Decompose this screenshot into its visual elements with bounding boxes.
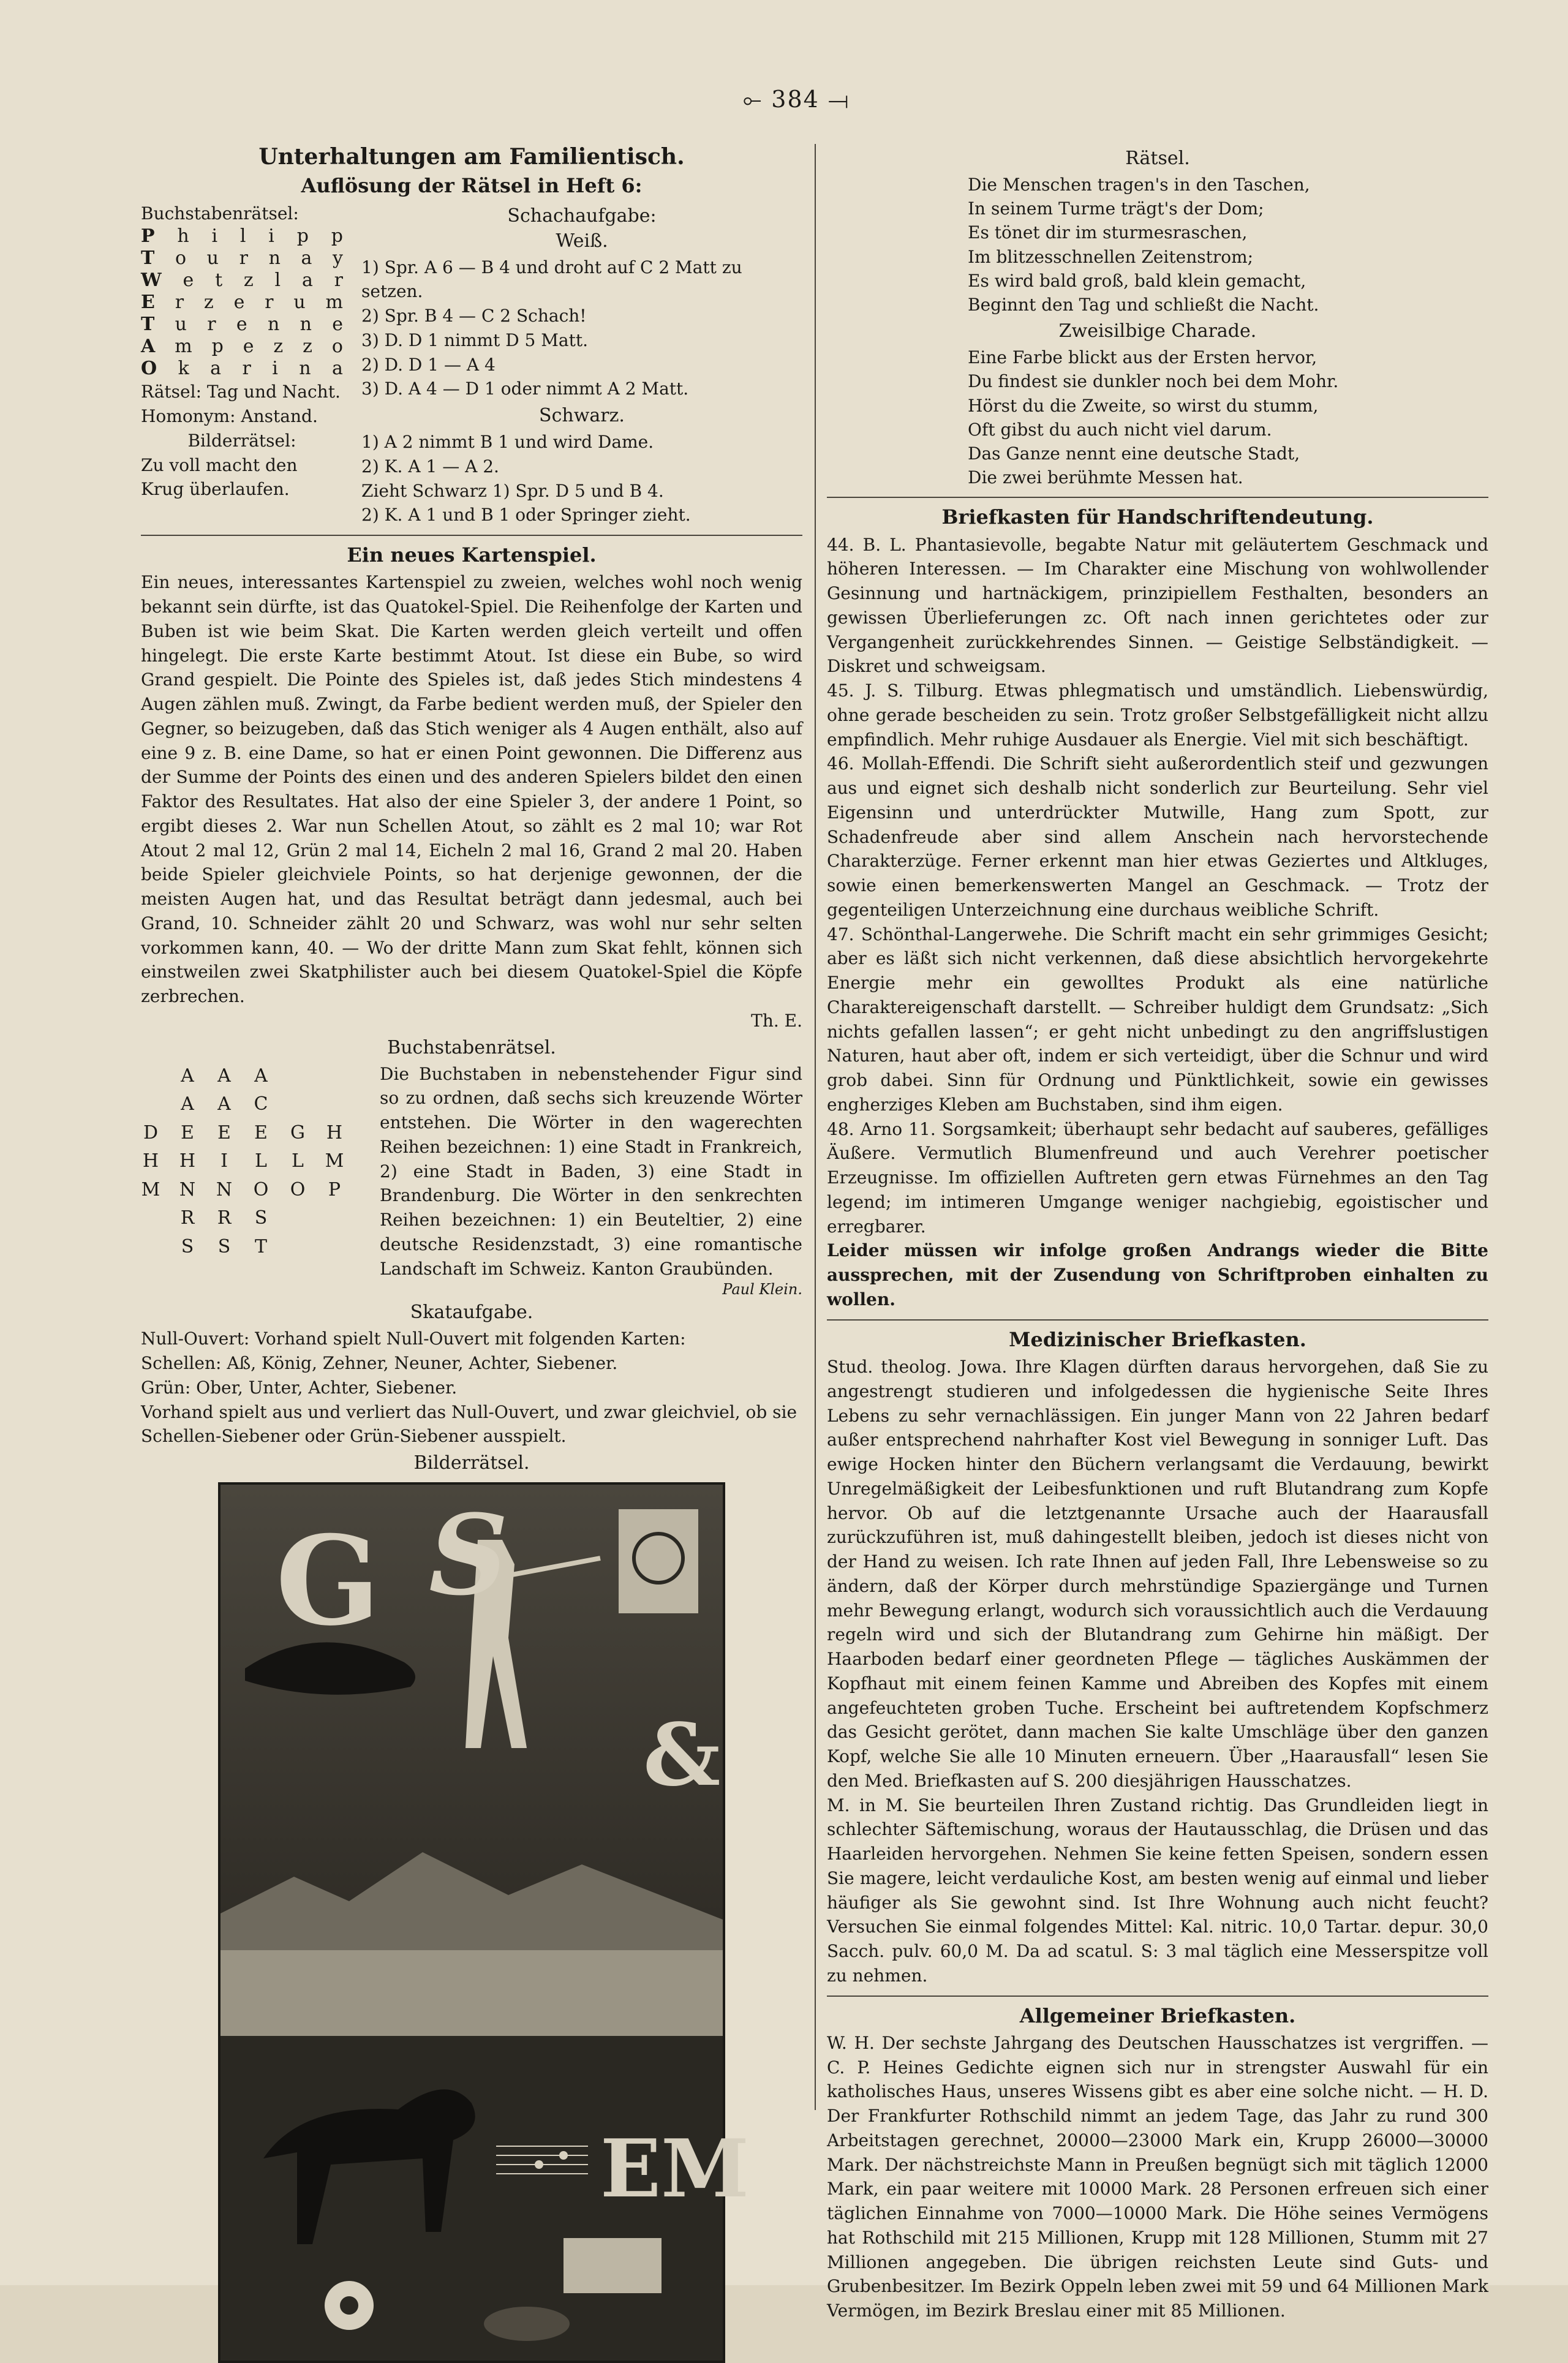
grid-letter: H bbox=[179, 1150, 196, 1172]
poem-line: Die zwei berühmte Messen hat. bbox=[968, 467, 1243, 488]
grid-letter: A bbox=[181, 1065, 194, 1087]
grid-spacer bbox=[141, 1233, 160, 1262]
chess-white-label: Weiß. bbox=[556, 230, 608, 252]
schach-label: Schachaufgabe: bbox=[507, 205, 657, 227]
raetsel-poem bbox=[827, 173, 1488, 317]
letter-cell: k bbox=[178, 358, 189, 380]
letter-cell: l bbox=[274, 269, 281, 292]
duck-icon bbox=[484, 2307, 570, 2341]
letter-cell: i bbox=[268, 225, 274, 247]
grid-spacer bbox=[141, 1090, 160, 1119]
page-number-ornament-left: ⟜ bbox=[742, 86, 772, 113]
letter-cell: p bbox=[331, 225, 343, 247]
grid-letter: I bbox=[221, 1150, 228, 1172]
grid-row bbox=[141, 1147, 374, 1176]
letter-cell: t bbox=[215, 269, 223, 292]
kartenspiel-text: Ein neues, interessantes Kartenspiel zu zweien, welches wohl noch wenig bekannt sein dürfte, ist das Quatokel-Spiel. Die Reihenfolge der Karten und Buben ist wie beim Skat. Die Karten werden gleich verteilt und offen hingelegt. Die erste Karte bestimmt Atout. Ist diese ein Bube, so wird Grand gespielt. Die Pointe des Spieles ist, daß jedes Stich mindestens 4 Augen zählen muß. Zwingt, da Farbe bedient werden muß, der Spieler den Gegner, so beizugeben, daß das Stich weniger als 4 Augen enthält, also auf eine 9 z. B. eine Dame, so hat er einen Point gewonnen. Die Differenz aus der Summe der Points des einen und des anderen Spielers bildet den einen Faktor des Resultates. Hat also der eine Spieler 3, der andere 1 Point, so ergibt dieses 2. War nun Schellen Atout, so zählt es 2 mal 10; war Rot Atout 2 mal 12, Grün 2 mal 14, Eicheln 2 mal 16, Grand 2 mal 20. Haben beide Spieler gleichviele Points, so hat derjenige gewonnen, der die meisten Augen hat, und das Resultat beträgt dann jedesmal, auch bei Grand, 10. Schneider zählt 20 und Schwarz, was wohl nur sehr selten vorkommen kann, 40. — Wo der dritte Mann zum Skat fehlt, können sich einstweilen zwei Skatphilister auch bei diesem Quatokel-Spiel die Köpfe zerbrechen. bbox=[141, 572, 802, 1007]
letter-cell: u bbox=[175, 314, 187, 336]
letter-cell: p bbox=[211, 336, 224, 358]
chess-move: 1) A 2 nimmt B 1 und wird Dame. bbox=[361, 432, 654, 453]
letter-cell: u bbox=[293, 292, 306, 314]
bilder-label: Bilderrätsel: bbox=[187, 430, 296, 451]
poem-line: Beginnt den Tag und schließt die Nacht. bbox=[968, 294, 1319, 315]
chess-move: 2) K. A 1 — A 2. bbox=[361, 456, 499, 477]
chess-move: 2) K. A 1 und B 1 oder Springer zieht. bbox=[361, 505, 691, 526]
poem-line: Die Menschen tragen's in den Taschen, bbox=[968, 175, 1310, 195]
letter-cell: r bbox=[334, 269, 343, 292]
grid-letter: L bbox=[292, 1150, 304, 1172]
letter-cell: r bbox=[265, 292, 274, 314]
kartenspiel-author: Th. E. bbox=[751, 1010, 802, 1031]
letter-cell: P bbox=[141, 225, 155, 247]
letter-grid bbox=[141, 1062, 374, 1298]
letter-cell: r bbox=[239, 247, 248, 269]
poem-line: Hörst du die Zweite, so wirst du stumm, bbox=[968, 395, 1319, 416]
hand-title: Briefkasten für Handschriftendeutung. bbox=[941, 505, 1374, 529]
page-number-ornament-right: ⟞ bbox=[819, 86, 850, 113]
med-entries bbox=[827, 1355, 1488, 1988]
allg-title: Allgemeiner Briefkasten. bbox=[1019, 2003, 1296, 2027]
skat-title: Skataufgabe. bbox=[410, 1302, 533, 1324]
hand-entry: 46. Mollah-Effendi. Die Schrift sieht außerordentlich steif und gezwungen aus und eignet sich deshalb nicht sonderlich zur Beurteilung. Sehr viel Eigensinn und unterdrückter Mutwille, Hang zum Spott, zur Schadenfreude aber sind allem Anschein nach hervorstechende Charakterzüge. Ferner erkennt man hier etwas Geziertes und Altkluges, sowie einen bemerkenswerten Mangel an Geschmack. — Trotz der gegenteiligen Unterzeichnung eine durchaus weibliche Schrift. bbox=[827, 753, 1488, 920]
grid-spacer bbox=[141, 1062, 160, 1091]
grid-letter: R bbox=[217, 1207, 232, 1229]
chess-solution bbox=[361, 202, 802, 528]
letter-cell: h bbox=[177, 225, 189, 247]
letter-cell: e bbox=[236, 314, 247, 336]
column-divider bbox=[815, 144, 816, 2110]
letter-cell: u bbox=[206, 247, 219, 269]
chess-move: 1) Spr. A 6 — B 4 und droht auf C 2 Matt zu setzen. bbox=[361, 257, 742, 302]
picture-puzzle-illustration bbox=[218, 1482, 749, 2363]
skat-line: Vorhand spielt aus und verliert das Null-Ouvert, und zwar gleichviel, ob sie Schellen-Siebener oder Grün-Siebener ausspielt. bbox=[141, 1401, 797, 1447]
grid-letter: A bbox=[217, 1065, 231, 1087]
poem-line: In seinem Turme trägt's der Dom; bbox=[968, 198, 1264, 219]
kartenspiel-title: Ein neues Kartenspiel. bbox=[347, 543, 597, 567]
section-subtitle-aufloesung: Auflösung der Rätsel in Heft 6: bbox=[301, 174, 643, 198]
letter-cell: a bbox=[332, 358, 343, 380]
grid-letter: P bbox=[328, 1178, 341, 1200]
grid-letter: M bbox=[141, 1178, 160, 1200]
grid-letter: A bbox=[217, 1093, 231, 1115]
letter-cell: o bbox=[331, 336, 343, 358]
letter-row bbox=[141, 247, 343, 269]
grid-row bbox=[141, 1204, 374, 1233]
poem-line: Das Ganze nennt eine deutsche Stadt, bbox=[968, 443, 1300, 464]
divider-rule bbox=[827, 1319, 1488, 1321]
buchstabenraetsel-title: Buchstabenrätsel. bbox=[387, 1036, 556, 1058]
chess-move: 2) Spr. B 4 — C 2 Schach! bbox=[361, 306, 587, 326]
letter-row bbox=[141, 225, 343, 247]
letter-row bbox=[141, 314, 343, 336]
raetsel-title: Rätsel. bbox=[1125, 148, 1190, 169]
letter-cell: a bbox=[210, 358, 222, 380]
grid-letter: E bbox=[217, 1121, 231, 1144]
med-title: Medizinischer Briefkasten. bbox=[1009, 1327, 1306, 1351]
letter-puzzle-solution bbox=[141, 202, 343, 528]
letter-cell: i bbox=[272, 358, 278, 380]
grid-letter: T bbox=[254, 1235, 267, 1257]
chess-white-moves bbox=[361, 255, 802, 402]
letter-cell: e bbox=[243, 336, 254, 358]
target-board-icon bbox=[619, 1509, 698, 1613]
solutions-block bbox=[141, 202, 802, 528]
grid-letter: G bbox=[290, 1121, 305, 1144]
letter-cell: n bbox=[267, 314, 280, 336]
med-entry: M. in M. Sie beurteilen Ihren Zustand richtig. Das Grundleiden liegt in schlechter Säftemischung, woraus der Hautausschlag, die Drüsen und das Haarleiden hervorgehen. Nehmen Sie keine fetten Speisen, sondern essen Sie magere, leicht verdauliche Kost, am besten wenig auf einmal und lieber häufiger als Sie gewohnt sind. Ist Ihre Wohnung auch nicht feucht? Versuchen Sie einmal folgendes Mittel: Kal. nitric. 10,0 Tartar. depur. 30,0 Sacch. pulv. 60,0 M. Da ad scatul. S: 3 mal täglich eine Messerspitze voll zu nehmen. bbox=[827, 1795, 1488, 1986]
charade-poem bbox=[827, 345, 1488, 489]
hand-entry: 48. Arno 11. Sorgsamkeit; überhaupt sehr bedacht auf sauberes, gefälliges Äußere. Vermutlich Blumenfreund und auch Verehrer poetischer Erzeugnisse. Im offiziellen Auftreten gern etwas Fürnehmes an den Tag legend; im intimeren Umgange weniger nachgiebig, egoistischer und erregbarer. bbox=[827, 1118, 1488, 1237]
hand-notice: Leider müssen wir infolge großen Andrangs wieder die Bitte aussprechen, mit der Zusendung von Schriftproben einhalten zu wollen. bbox=[827, 1240, 1488, 1310]
grid-letter: C bbox=[254, 1093, 268, 1115]
poem-line: Im blitzesschnellen Zeitenstrom; bbox=[968, 246, 1254, 267]
divider-rule bbox=[827, 1996, 1488, 1997]
bilderraetsel-title: Bilderrätsel. bbox=[413, 1452, 530, 1474]
letter-cell: T bbox=[141, 314, 155, 336]
chess-move: Zieht Schwarz 1) Spr. D 5 und B 4. bbox=[361, 480, 664, 501]
grid-letter: H bbox=[326, 1121, 343, 1144]
letter-cell: z bbox=[303, 336, 312, 358]
letter-cell: n bbox=[300, 314, 312, 336]
picture-ampersand: & bbox=[643, 1705, 721, 1806]
grid-letter: A bbox=[181, 1093, 194, 1115]
grid-letter: L bbox=[255, 1150, 267, 1172]
grid-letter: R bbox=[180, 1207, 195, 1229]
grid-letter: E bbox=[254, 1121, 268, 1144]
letter-cell: r bbox=[175, 292, 184, 314]
hand-entries bbox=[827, 533, 1488, 1239]
poem-line: Es wird bald groß, bald klein gemacht, bbox=[968, 270, 1306, 291]
picture-letter-s: S bbox=[429, 1491, 508, 1621]
chess-move: 3) D. D 1 nimmt D 5 Matt. bbox=[361, 330, 589, 350]
skat-line: Schellen: Aß, König, Zehner, Neuner, Achter, Siebener. bbox=[141, 1353, 618, 1374]
letter-rows bbox=[141, 225, 343, 380]
chess-black-moves bbox=[361, 430, 802, 527]
grid-row bbox=[141, 1233, 374, 1262]
grid-puzzle bbox=[141, 1062, 802, 1298]
letter-cell: a bbox=[301, 247, 312, 269]
grid-letter: N bbox=[216, 1178, 233, 1200]
letter-cell: y bbox=[333, 247, 343, 269]
letter-cell: e bbox=[332, 314, 343, 336]
grid-letter: E bbox=[181, 1121, 194, 1144]
letter-cell: z bbox=[203, 292, 214, 314]
letter-cell: l bbox=[239, 225, 246, 247]
grid-letter: S bbox=[181, 1235, 194, 1257]
grid-puzzle-text: Die Buchstaben in nebenstehender Figur sind so zu ordnen, daß sechs sich kreuzende Wörter entstehen. Die Wörter in den wagerechten Reihen bezeichnen: 1) eine Stadt in Frankreich, 2) eine Stadt in Baden, 3) eine Stadt in Brandenburg. Die Wörter in den senkrechten Reihen bezeichnen: 1) ein Beuteltier, 2) eine deutsche Residenzstadt, 3) eine romantische Landschaft im Schweiz. Kanton Graubünden. bbox=[380, 1063, 802, 1279]
grid-puzzle-author: Paul Klein. bbox=[722, 1281, 802, 1298]
poem-line: Du findest sie dunkler noch bei dem Mohr. bbox=[968, 371, 1339, 392]
grid-letter: M bbox=[325, 1150, 344, 1172]
grid-letter: N bbox=[179, 1178, 196, 1200]
poem-line: Eine Farbe blickt aus der Ersten hervor, bbox=[968, 347, 1317, 368]
letter-cell: m bbox=[175, 336, 192, 358]
letter-row bbox=[141, 292, 343, 314]
grid-row bbox=[141, 1176, 374, 1205]
hand-entry: 45. J. S. Tilburg. Etwas phlegmatisch und umständlich. Liebenswürdig, ohne gerade bescheiden zu sein. Trotz großer Selbstgefälligkeit nicht allzu empfindlich. Mehr ruhige Ausdauer als Energie. Viel mit sich beschäftigt. bbox=[827, 680, 1488, 750]
page-number: ⟜ 384 ⟞ bbox=[742, 86, 850, 113]
letter-cell: W bbox=[141, 269, 162, 292]
letter-cell: A bbox=[141, 336, 156, 358]
hand-entry: 47. Schönthal-Langerwehe. Die Schrift macht ein sehr grimmiges Gesicht; aber es läßt sich nicht verkennen, daß diese absichtlich hervorgekehrte Energie mehr ein gewolltes Produkt als eine natürliche Charaktereigenschaft darstellt. — Schreiber huldigt dem Grundsatz: „Sich nichts gefallen lassen“; er geht nicht unbedingt zu den angriffslustigen Naturen, haut aber oft, indem er sich verteidigt, über die Schnur und wird grob dabei. Sinn für Ordnung und Pünktlichkeit, sowie ein gewisses engherziges Kleben am Buchstaben, sind ihm eigen. bbox=[827, 924, 1488, 1115]
letter-cell: r bbox=[207, 314, 216, 336]
homonym-answer: Homonym: Anstand. bbox=[141, 406, 318, 427]
bilder-answer: Zu voll macht den Krug überlaufen. bbox=[141, 454, 298, 500]
letter-cell: o bbox=[175, 247, 187, 269]
grid-letter: O bbox=[290, 1178, 306, 1200]
grid-puzzle-text-block bbox=[380, 1062, 802, 1298]
grid-letter: H bbox=[142, 1150, 159, 1172]
rifle-icon bbox=[502, 1558, 600, 1577]
med-entry: Stud. theolog. Jowa. Ihre Klagen dürften daraus hervorgehen, daß Sie zu angestrengt studieren und infolgedessen die hygienische Seite Ihres Lebens zu sehr vernachlässigen. Ein junger Mann von 22 Jahren bedarf außer entsprechend nahrhafter Kost viel Bewegung in sonniger Luft. Das ewige Hocken hinter den Büchern verlangsamt die Verdauung, bewirkt Unregelmäßigkeit der Leibesfunktionen und ruft Blutandrang zum Kopfe hervor. Ob auf die letztgenannte Ursache auch der Haarausfall zurückzuführen ist, muß dahingestellt bleiben, jedoch ist dieses nicht von der Hand zu weisen. Ich rate Ihnen auf jeden Fall, Ihre Lebensweise so zu ändern, daß der Körper durch mehrstündige Spaziergänge und Turnen mehr Bewegung erlangt, wodurch sich voraussichtlich auch die Verdauung regeln wird und sich der Blutandrang zum Gehirne hin mäßigt. Der Haarboden bedarf einer geordneten Pflege — tägliches Auskämmen der Kopfhaut mit einem feinen Kamme und Abreiben des Kopfes mit einem angefeuchteten groben Tuche. Erscheint bei auftretendem Kopfschmerz das Gesicht gerötet, dann machen Sie kalte Umschläge über den ganzen Kopf, welche Sie alle 10 Minuten erneuern. Über „Haarausfall“ lesen Sie den Med. Briefkasten auf S. 200 diesjährigen Hausschatzes. bbox=[827, 1357, 1488, 1791]
poem-line: Oft gibst du auch nicht viel darum. bbox=[968, 419, 1272, 440]
skat-line: Null-Ouvert: Vorhand spielt Null-Ouvert mit folgenden Karten: bbox=[141, 1328, 686, 1349]
grid-letter: A bbox=[254, 1065, 268, 1087]
goat-animal-icon bbox=[263, 2089, 475, 2244]
mountains-icon bbox=[221, 1852, 723, 1956]
picture-letter-g: G bbox=[276, 1509, 380, 1654]
letter-cell: e bbox=[233, 292, 245, 314]
skat-line: Grün: Ober, Unter, Achter, Siebener. bbox=[141, 1377, 458, 1398]
letter-cell: p bbox=[296, 225, 309, 247]
picture-letters-em: EM bbox=[600, 2122, 749, 2216]
letter-cell: n bbox=[268, 247, 281, 269]
letter-cell: z bbox=[273, 336, 284, 358]
grid-spacer bbox=[141, 1204, 160, 1233]
letter-cell: a bbox=[301, 269, 313, 292]
poem-line: Es tönet dir im sturmesraschen, bbox=[968, 222, 1248, 243]
letter-cell: E bbox=[141, 292, 155, 314]
divider-rule bbox=[141, 535, 802, 536]
grid-row bbox=[141, 1062, 374, 1091]
divider-rule bbox=[827, 497, 1488, 498]
left-column bbox=[141, 144, 802, 2363]
hand-entry: 44. B. L. Phantasievolle, begabte Natur mit geläutertem Geschmack und höheren Interessen. — Im Charakter eine Mischung von wohlwollender Gesinnung und hartnäckigem, prinzipiellem Festhalten, besonders an gewissen Überlieferungen zc. Oft nach innen gerichtetes oder zur Vergangenheit zurückkehrendes Sinnen. — Geistige Selbständigkeit. — Diskret und schweigsam. bbox=[827, 534, 1488, 677]
letter-row bbox=[141, 269, 343, 292]
lake-icon bbox=[221, 1950, 723, 2036]
skat-lines bbox=[141, 1327, 802, 1449]
letter-cell: z bbox=[243, 269, 254, 292]
grid-letter: S bbox=[217, 1235, 231, 1257]
letter-cell: m bbox=[325, 292, 343, 314]
grid-letter: S bbox=[254, 1207, 268, 1229]
letter-row bbox=[141, 336, 343, 358]
letter-cell: T bbox=[141, 247, 155, 269]
chess-black-label: Schwarz. bbox=[539, 405, 625, 427]
right-column bbox=[827, 144, 1488, 2323]
chess-move: 2) D. D 1 — A 4 bbox=[361, 354, 496, 375]
grid-row bbox=[141, 1090, 374, 1119]
charade-title: Zweisilbige Charade. bbox=[1058, 320, 1257, 342]
buchstaben-label: Buchstabenrätsel: bbox=[141, 203, 299, 224]
section-title-unterhaltungen: Unterhaltungen am Familientisch. bbox=[258, 144, 685, 170]
raetsel-answer: Rätsel: Tag und Nacht. bbox=[141, 382, 341, 402]
letter-cell: r bbox=[242, 358, 251, 380]
grid-letter: D bbox=[143, 1121, 159, 1144]
allg-text: W. H. Der sechste Jahrgang des Deutschen Hausschatzes ist vergriffen. — C. P. Heines Gedichte eignen sich nur in strengster Auswahl für ein katholisches Haus, unseres Wissens gibt es aber eine solche nicht. — H. D. Der Frankfurter Rothschild nimmt an jedem Tage, das Jahr zu rund 300 Arbeitstagen gerechnet, 20000—23000 Mark ein, Krupp 26000—30000 Mark. Der nächstreichste Mann in Preußen begnügt sich mit täglich 12000 Mark, ein paar weitere mit 10000 Mark. 28 Personen erfreuen sich einer täglichen Einnahme von 7000—10000 Mark. Die Höhe seines Vermögens hat Rothschild mit 215 Millionen, Krupp mit 128 Millionen, Stumm mit 27 Millionen angegeben. Die übrigen reichsten Leute sind Guts- und Grubenbesitzer. Im Bezirk Oppeln leben zwei mit 59 und 64 Millionen Mark Vermögen, im Bezirk Breslau einer mit 85 Millionen. bbox=[827, 2032, 1488, 2321]
music-notes-icon bbox=[496, 2146, 588, 2174]
letter-cell: i bbox=[211, 225, 218, 247]
letter-cell: n bbox=[299, 358, 311, 380]
letter-cell: e bbox=[183, 269, 194, 292]
letter-cell: O bbox=[141, 358, 157, 380]
letter-row bbox=[141, 358, 343, 380]
castle-icon bbox=[564, 2238, 662, 2293]
chess-move: 3) D. A 4 — D 1 oder nimmt A 2 Matt. bbox=[361, 379, 689, 399]
grid-letter: O bbox=[253, 1178, 269, 1200]
grid-row bbox=[141, 1119, 374, 1148]
